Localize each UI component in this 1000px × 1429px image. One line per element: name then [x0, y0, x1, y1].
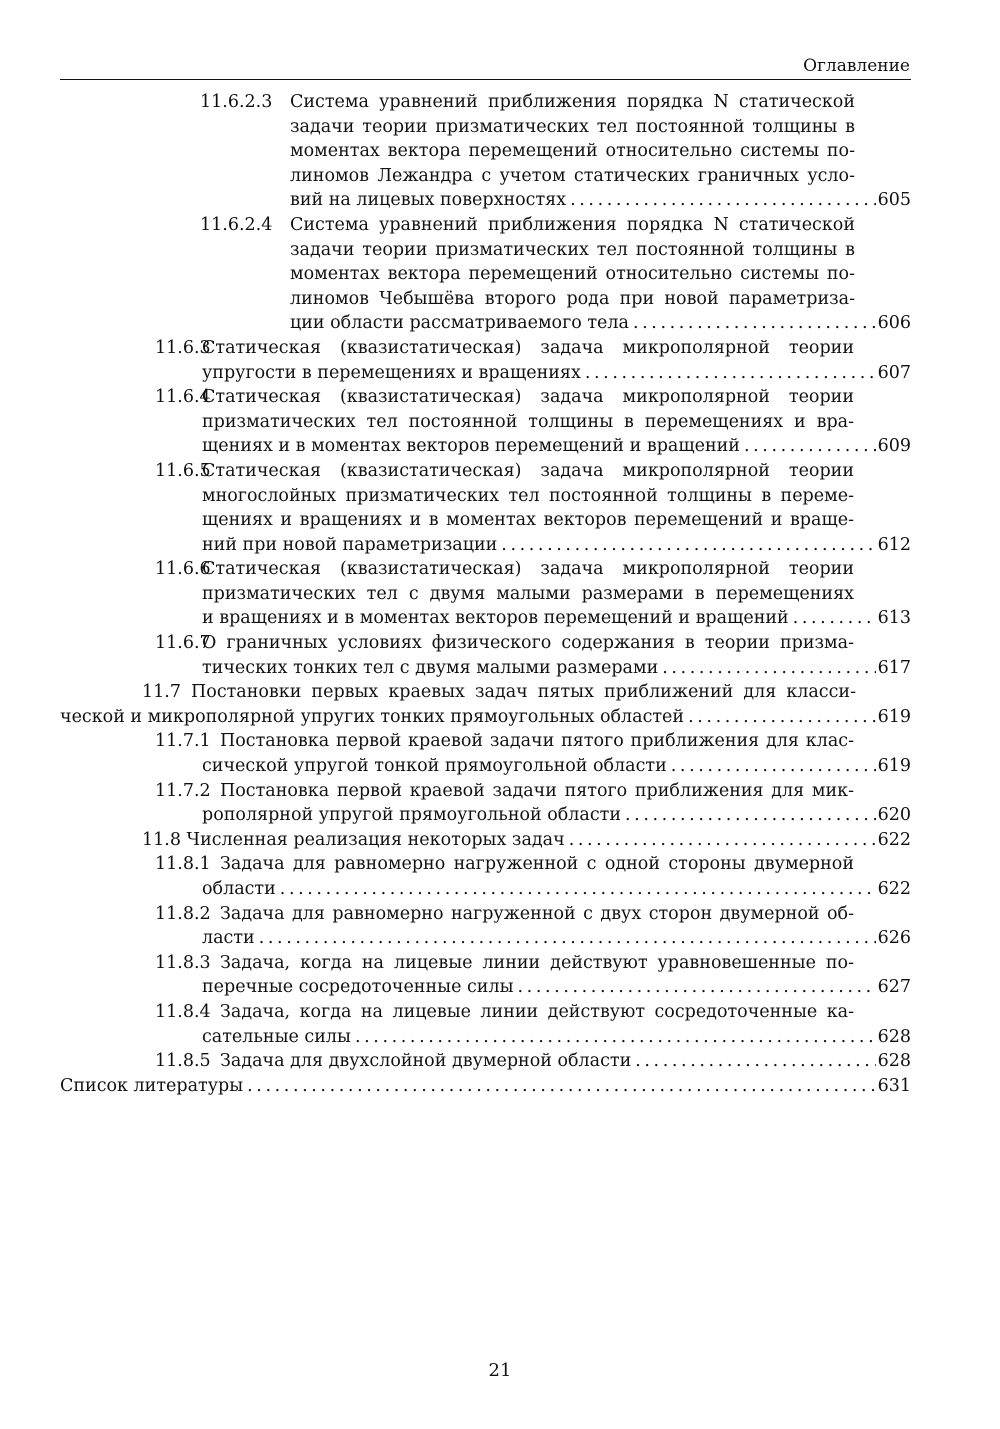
toc-entry-11-8-4[interactable]	[155, 1000, 911, 1049]
entry-line: Задача для равномерно нагруженной с двух сторон двумерной об-	[220, 903, 854, 924]
entry-line: щениях и в моментах векторов перемещений и вращений	[202, 436, 740, 457]
entry-line: призматических тел постоянной толщины в перемещениях и вра-	[202, 411, 854, 432]
entry-line: Список литературы	[60, 1075, 244, 1096]
entry-line: Задача, когда на лицевые линии действуют сосредоточенные ка-	[220, 1001, 854, 1022]
leader-dots	[744, 434, 876, 459]
entry-line: задачи теории призматических тел постоянной толщины в	[290, 239, 855, 260]
entry-line: и вращениях и в моментах векторов перемещений и вращений	[202, 608, 789, 629]
entry-number: 11.7	[142, 682, 181, 703]
entry-line: перечные сосредоточенные силы	[202, 977, 514, 998]
header-rule	[60, 79, 911, 80]
toc-entry-11-7[interactable]	[60, 680, 911, 729]
toc-entry-11-7-2[interactable]	[155, 779, 911, 828]
entry-line: О граничных условиях физического содержания в теории призма-	[202, 633, 854, 654]
toc-entry-11-6-4[interactable]	[155, 385, 911, 459]
leader-dots	[671, 754, 876, 779]
entry-line: моментах вектора перемещений относительно системы по-	[290, 141, 855, 162]
leader-dots	[662, 656, 875, 681]
toc-entry-11-6-2-3[interactable]	[200, 90, 911, 213]
entry-line: ний при новой параметризации	[202, 534, 498, 555]
entry-line: ласти	[202, 928, 255, 949]
leader-dots	[633, 311, 876, 336]
page-ref: 612	[877, 534, 911, 555]
leader-dots	[569, 828, 876, 853]
page-ref: 606	[877, 313, 911, 334]
running-header: Оглавление	[803, 56, 910, 76]
entry-number: 11.6.7	[155, 633, 211, 654]
toc-entry-11-6-6[interactable]	[155, 557, 911, 631]
leader-dots	[625, 803, 876, 828]
leader-dots	[259, 926, 876, 951]
entry-line: Статическая (квазистатическая) задача микрополярной теории	[202, 337, 854, 358]
leader-dots	[501, 533, 875, 558]
entry-number: 11.8.4	[155, 1001, 211, 1022]
entry-number: 11.7.2	[155, 780, 211, 801]
leader-dots	[570, 188, 876, 213]
leader-dots	[635, 1049, 875, 1074]
page-ref: 609	[877, 436, 911, 457]
entry-line: Постановки первых краевых задач пятых приближений для класси-	[191, 682, 856, 703]
entry-line: Система уравнений приближения порядка N статической	[290, 92, 855, 112]
entry-line: линомов Лежандра с учетом статических граничных усло-	[290, 165, 855, 186]
entry-number: 11.6.6	[155, 559, 211, 580]
entry-line: тических тонких тел с двумя малыми размерами	[202, 657, 659, 678]
entry-line: сательные силы	[202, 1026, 351, 1047]
entry-number: 11.8.2	[155, 903, 211, 924]
entry-number: 11.8.3	[155, 952, 211, 973]
toc-entry-11-8[interactable]	[142, 828, 911, 853]
entry-line: Задача для двухслойной двумерной области	[220, 1051, 632, 1072]
leader-dots	[355, 1025, 876, 1050]
entry-line: Статическая (квазистатическая) задача микрополярной теории	[202, 387, 854, 408]
entry-line: Задача, когда на лицевые линии действуют уравновешенные по-	[220, 952, 854, 973]
entry-line: щениях и вращениях и в моментах векторов перемещений и враще-	[202, 510, 854, 531]
entry-line: Система уравнений приближения порядка N статической	[290, 214, 855, 235]
entry-line: вий на лицевых поверхностях	[290, 190, 567, 211]
page-ref: 622	[877, 829, 911, 850]
toc-entry-11-6-7[interactable]	[155, 631, 911, 680]
toc-entry-11-7-1[interactable]	[155, 729, 911, 778]
entry-line: задачи теории призматических тел постоянной толщины в	[290, 116, 855, 137]
entry-line: призматических тел с двумя малыми размерами в перемещениях	[202, 583, 854, 604]
page-ref: 619	[877, 756, 911, 777]
page-ref: 617	[877, 657, 911, 678]
entry-line: сической упругой тонкой прямоугольной области	[202, 756, 667, 777]
page-ref: 631	[877, 1075, 911, 1096]
entry-line: линомов Чебышёва второго рода при новой параметриза-	[290, 288, 855, 309]
entry-number: 11.7.1	[155, 731, 211, 752]
entry-line: упругости в перемещениях и вращениях	[202, 362, 581, 383]
leader-dots	[793, 606, 876, 631]
leader-dots	[688, 705, 876, 730]
entry-first-line	[142, 680, 856, 705]
leader-dots	[585, 361, 876, 386]
toc-entry-11-6-5[interactable]	[155, 459, 911, 557]
entry-line: Статическая (квазистатическая) задача микрополярной теории	[202, 460, 854, 481]
page-ref: 628	[877, 1051, 911, 1072]
entry-line: Задача для равномерно нагруженной с одной стороны двумерной	[220, 854, 854, 875]
toc-entry-11-8-3[interactable]	[155, 951, 911, 1000]
toc-entry-11-8-2[interactable]	[155, 902, 911, 951]
entry-number: 11.8.1	[155, 854, 211, 875]
entry-number: 11.8	[142, 829, 181, 850]
toc-entry-11-6-2-4[interactable]	[200, 213, 911, 336]
leader-dots	[518, 975, 876, 1000]
entry-line: рополярной упругой прямоугольной области	[202, 805, 622, 826]
table-of-contents	[0, 90, 1000, 1098]
entry-line: Постановка первой краевой задачи пятого приближения для мик-	[220, 780, 854, 801]
entry-line: области	[202, 879, 276, 899]
toc-entry-11-8-5[interactable]	[155, 1049, 911, 1074]
entry-number: 11.6.4	[155, 387, 211, 408]
leader-dots	[247, 1074, 875, 1099]
page-ref: 613	[877, 608, 911, 629]
entry-number: 11.6.2.4	[200, 214, 273, 235]
entry-number: 11.6.5	[155, 460, 211, 481]
page-ref: 626	[877, 928, 911, 949]
toc-entry-bibliography[interactable]	[60, 1074, 911, 1099]
entry-line: Численная реализация некоторых задач	[186, 829, 565, 850]
entry-line: моментах вектора перемещений относительно системы по-	[290, 264, 855, 285]
entry-line: ции области рассматриваемого тела	[290, 313, 629, 334]
toc-entry-11-8-1[interactable]	[155, 852, 911, 901]
entry-line: Статическая (квазистатическая) задача микрополярной теории	[202, 559, 854, 580]
entry-line: Постановка первой краевой задачи пятого приближения для клас-	[220, 731, 854, 752]
page-ref: 620	[877, 805, 911, 826]
page-ref: 627	[877, 977, 911, 998]
entry-line: ческой и микрополярной упругих тонких прямоугольных областей	[60, 706, 685, 727]
entry-line: многослойных призматических тел постоянной толщины в переме-	[202, 485, 854, 506]
page-ref: 619	[877, 706, 911, 727]
entry-number: 11.6.3	[155, 337, 211, 358]
page-ref: 605	[877, 190, 911, 211]
page-number: 21	[488, 1360, 512, 1381]
entry-number: 11.8.5	[155, 1051, 211, 1072]
leader-dots	[280, 877, 876, 902]
page-ref: 607	[877, 362, 911, 383]
page-ref: 628	[877, 1026, 911, 1047]
page-ref: 622	[877, 879, 911, 899]
entry-number: 11.6.2.3	[200, 92, 273, 112]
toc-entry-11-6-3[interactable]	[155, 336, 911, 385]
